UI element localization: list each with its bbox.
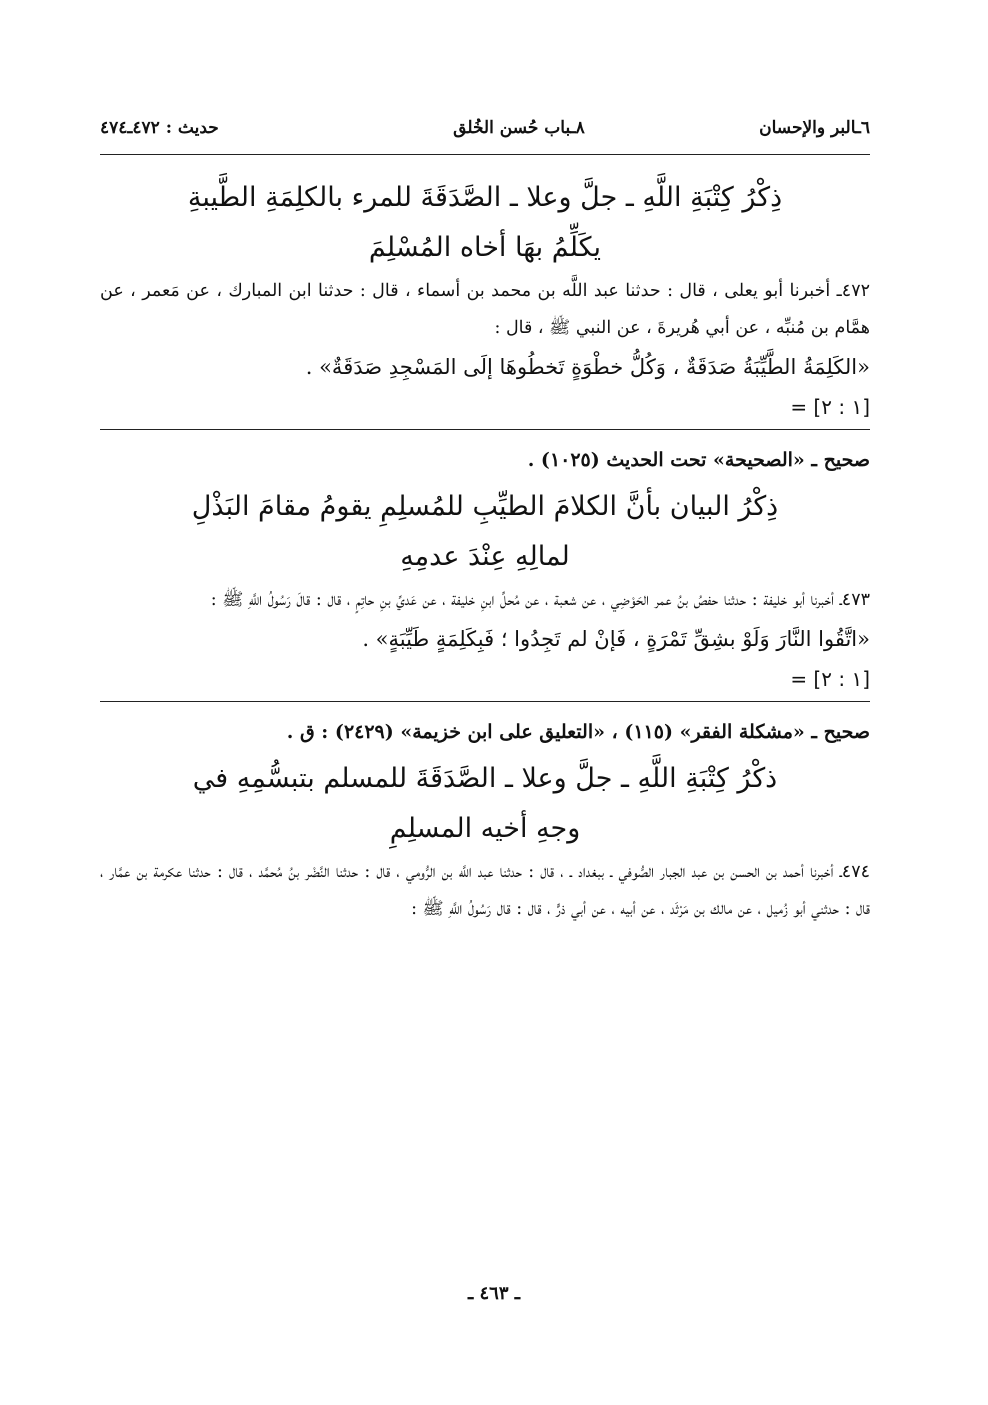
hadith-matn: «اتَّقُوا النَّارَ وَلَوْ بشِقِّ تَمْرَةٍ ، فَإنْ لم تَجِدُوا ؛ فَبِكَلِمَةٍ طَيِّبَةٍ» . bbox=[362, 627, 870, 651]
hadith-rule bbox=[100, 701, 870, 702]
hadith-rule bbox=[100, 429, 870, 430]
hadith-reference: = [١ : ٢] bbox=[790, 395, 870, 419]
hadith-matn: «الكَلِمَةُ الطَّيِّبَةُ صَدَقَةٌ ، وَكُلُّ خطْوَةٍ تَخطُوهَا إلَى المَسْجِدِ صَدَقَةٌ» . bbox=[305, 355, 870, 379]
section-heading-line2: لمالِهِ عِنْدَ عدمِهِ bbox=[400, 541, 570, 572]
hadith-isnad: ٤٧٤ـ أخبرنا أحمد بن الحسن بن عبد الجبار الصُّوفي ـ ببغداد ـ ، قال : حدثنا عبد اللَّه بن الرُّومي ، قال : حدثنا النَّضْر بنُ مُحمَّد ، قال : حدثنا عكرمة بن عمَّار ، قال : حدثني أبو زُميل ، عن مالك بن مَرْثَد ، عن أبيه ، عن أبي ذرٍّ ، قال : قال رَسُولُ اللَّهِ ﷺ : bbox=[100, 862, 870, 919]
hadith-reference: = [١ : ٢] bbox=[790, 667, 870, 691]
section-heading-line2: وجهِ أخيه المسلِمِ bbox=[389, 813, 581, 844]
section-heading-line1: ذكْرُ كِتْبَةِ اللَّهِ ـ جلَّ وعلا ـ الصَّدَقَةَ للمسلم بتبسُّمِهِ في bbox=[192, 763, 778, 794]
section-heading-line1: ذِكْرُ البيان بأنَّ الكلامَ الطيِّبِ للمُسلِمِ يقومُ مقامَ البَذْلِ bbox=[191, 491, 779, 522]
hadith-grade: صحيح ـ «الصحيحة» تحت الحديث (١٠٢٥) . bbox=[527, 449, 870, 471]
section-474 bbox=[100, 754, 870, 928]
section-472 bbox=[100, 173, 870, 482]
hadith-isnad: ٤٧٢ـ أخبرنا أبو يعلى ، قال : حدثنا عبد اللَّه بن محمد بن أسماء ، قال : حدثنا ابن المبارك ، عن مَعمر ، عن همَّام بن مُنبِّه ، عن أبي هُريرةَ ، عن النبي ﷺ ، قال : bbox=[100, 281, 870, 338]
running-header bbox=[100, 118, 870, 148]
header-chapter: ٦ـالبر والإحسان bbox=[759, 118, 870, 138]
hadith-grade: صحيح ـ «مشكلة الفقر» (١١٥) ، «التعليق على ابن خزيمة» (٢٤٢٩) : ق . bbox=[286, 721, 870, 743]
page-number: ـ ٤٦٣ ـ bbox=[467, 1283, 521, 1304]
header-rule bbox=[100, 154, 870, 155]
header-hadith-range: حديث : ٤٧٢ـ٤٧٤ bbox=[100, 118, 219, 138]
section-473 bbox=[100, 482, 870, 754]
section-heading-line2: يكَلِّمُ بهَا أخاه المُسْلِمَ bbox=[368, 232, 602, 263]
hadith-isnad: ٤٧٣ـ أخبرنا أبو خليفة : حدثنا حفصُ بنُ عمر الحَوْضِي ، عن شعبة ، عن مُحلِّ ابنِ خليفة ، عن عَديِّ بنِ حاتِمٍ ، قال : قالَ رَسُولُ اللَّهِ ﷺ : bbox=[210, 590, 870, 610]
section-heading-line1: ذِكْرُ كِتْبَةِ اللَّهِ ـ جلَّ وعلا ـ الصَّدَقَةَ للمرء بالكلِمَةِ الطَّيبةِ bbox=[187, 182, 783, 213]
header-section: ٨ـباب حُسن الخُلق bbox=[453, 118, 585, 138]
document-page bbox=[100, 118, 870, 928]
